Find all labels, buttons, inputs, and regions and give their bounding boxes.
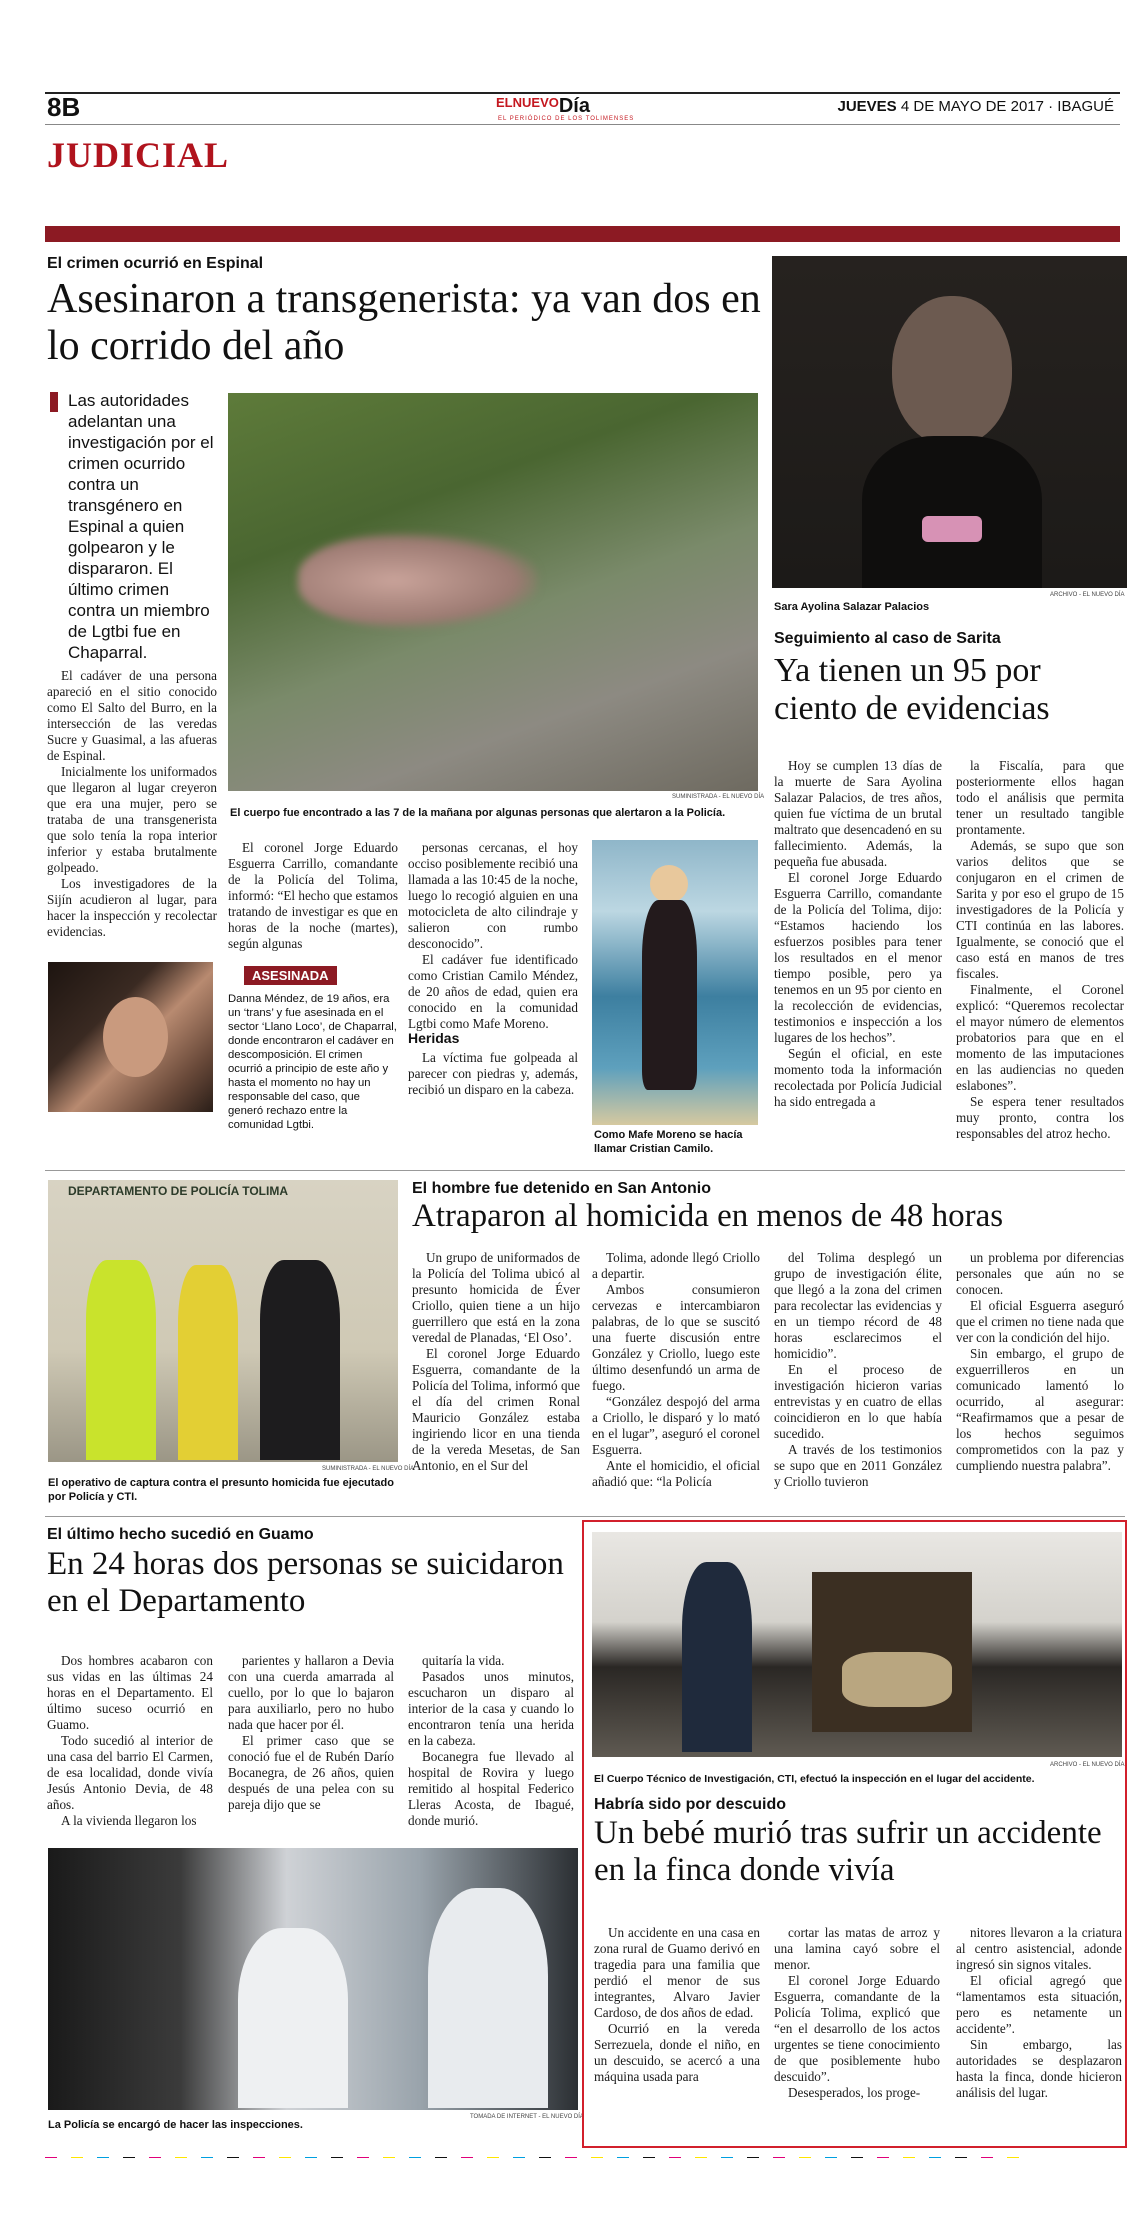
officer-vest xyxy=(86,1260,156,1460)
newspaper-logo: $^{ELNUEVO}$Día xyxy=(496,95,590,117)
police-banner-text: DEPARTAMENTO DE POLICÍA TOLIMA xyxy=(68,1184,289,1198)
body-bag xyxy=(842,1652,952,1707)
cti-photo xyxy=(592,1532,1122,1757)
photo-credit: SUMINISTRADA - EL NUEVO DÍA xyxy=(672,794,765,800)
article1-headline[interactable]: Asesinaron a transgenerista: ya van dos en lo corrido del año xyxy=(47,276,761,370)
article3-column-4: un problema por diferencias personales que aún no se conocen. El oficial Esguerra aseguró que el crimen no tiene nada que ver con la condición del hijo. Sin embargo, el grupo de exguerrilleros en un comunicado lamentó lo ocurrido, al asegurar: “Reafirmamos que a pesar de los hechos seguimos comprometidos con la paz y cumpliendo nuestra palabra”. xyxy=(956,1250,1124,1473)
article4-column-3: quitaría la vida. Pasados unos minutos, escucharon un disparo al interior de la casa y cuando lo encontraron tenía una herida en la cabeza. Bocanegra fue llevado al hospital de Rovira y luego remitido al hospital Federico Lleras Acosta, de Ibagué, donde murió. xyxy=(408,1653,574,1828)
article1-column-2: El coronel Jorge Eduardo Esguerra Carrillo, comandante de la Policía del Tolima, informó: “El hecho que estamos tratando de investigar es que en horas de la noche (martes), según algunas xyxy=(228,840,398,951)
asesinada-box-text: Danna Méndez, de 19 años, era un ‘trans’ y fue asesinada en el sector ‘Llano Loco’, de Chaparral, donde encontraron el cadáver en descomposición. El crimen ocurrió a principio de este año y hasta el momento no hay un responsable del caso, que generó rechazo entre la comunidad Lgtbi. xyxy=(228,993,397,1131)
crime-scene-photo xyxy=(228,393,758,791)
logo-tagline: EL PERIÓDICO DE LOS TOLIMENSES xyxy=(498,116,635,122)
cti-agent-1 xyxy=(682,1562,752,1752)
article5-column-2: cortar las matas de arroz y una lamina cayó sobre el menor. El coronel Jorge Eduardo Esguerra, comandante de la Policía Tolima, explicó que “en el desarrollo de los actos urgentes se tiene conocimiento de que posiblemente hubo descuido”. Desesperados, los proge- xyxy=(774,1925,940,2100)
mafe-caption: Como Mafe Moreno se hacía llamar Cristian Camilo. xyxy=(594,1129,743,1155)
article4-headline[interactable]: En 24 horas dos personas se suicidaron en el Departamento xyxy=(47,1546,564,1620)
article3-column-3: del Tolima desplegó un grupo de investigación élite, que llegó a la zona del crimen para recolectar las evidencias y en un tiempo récord de 48 horas esclarecimos el homicidio”. En el proceso de investigación hicieron varias entrevistas y en cuatro de ellas coincidieron en lo que había sucedido. A través de los testimonios se supo que en 2011 González y Criollo tuvieron xyxy=(774,1250,942,1489)
inspection-photo-credit: TOMADA DE INTERNET - EL NUEVO DÍA xyxy=(470,2114,584,2120)
article1-column-3: personas cercanas, el hoy occiso posiblemente recibió una llamada a las 10:45 de la noche, luego lo recogió alguien en una motocicleta de alto cilindraje y salieron con rumbo desconocido”. El cadáver fue identificado como Cristian Camilo Méndez, de 20 años de edad, quien era conocido en la comunidad Lgtbi como Mafe Moreno. xyxy=(408,840,578,1031)
article2-kicker: Seguimiento al caso de Sarita xyxy=(774,630,1001,647)
article5-kicker: Habría sido por descuido xyxy=(594,1796,787,1813)
inspection-photo-caption: La Policía se encargó de hacer las inspecciones. xyxy=(48,2119,303,2131)
article1-column-1: El cadáver de una persona apareció en el sitio conocido como El Salto del Burro, en la intersección de las veredas Sucre y Guasimal, a las afueras de Espinal. Inicialmente los uniformados que llegaron al lugar creyeron que era una mujer, pero se trataba de una transgenerista que solo tenía la ropa interior inferior y estaba brutalmente golpeado. Los investigadores de la Sijín acudieron al lugar, para hacer la inspección y recolectar evidencias. xyxy=(47,668,217,939)
divider-2 xyxy=(45,1516,1125,1517)
child-body xyxy=(862,436,1042,588)
asesinada-label: ASESINADA xyxy=(244,966,337,985)
article4-kicker: El último hecho sucedió en Guamo xyxy=(47,1526,314,1543)
heridas-subhead: Heridas xyxy=(408,1030,460,1046)
pink-bow xyxy=(922,516,982,542)
inspection-photo xyxy=(48,1848,578,2110)
dateline: JUEVES 4 DE MAYO DE 2017 · IBAGUÉ xyxy=(837,98,1114,115)
cti-photo-caption: El Cuerpo Técnico de Investigación, CTI, efectuó la inspección en el lugar del accidente. xyxy=(594,1773,1035,1785)
head-shape xyxy=(650,865,688,903)
lead-marker xyxy=(50,392,58,412)
article4-column-1: Dos hombres acabaron con sus vidas en las últimas 24 horas en el Departamento. El último suceso ocurrió en Guamo. Todo sucedió al interior de una casa del barrio El Carmen, de esa localidad, donde vivía Jesús Antonio Devia, de 48 años. A la vivienda llegaron los xyxy=(47,1653,213,1828)
article1-lead: Las autoridades adelantan una investigación por el crimen ocurrido contra un transgénero en Espinal a quien golpearon y le dispararon. El último crimen contra un miembro de Lgtbi fue en Chaparral. xyxy=(68,391,214,662)
article2-headline[interactable]: Ya tienen un 95 por ciento de evidencias xyxy=(774,652,1050,728)
article2-column-2: la Fiscalía, para que posteriormente ellos hagan todo el análisis que permita tener un resultado tangible prontamente. Además, se supo que son varios delitos que se conjugaron en el crimen de Sarita y por eso el grupo de 15 investigadores de la Policía y CTI continúa en las labores. Igualmente, se conoció que el caso está en manos de tres fiscales. Finalmente, el Coronel explicó: “Queremos recolectar el mayor número de elementos probatorios para que en el momento de las imputaciones en las audiencias no queden eslabones”. Se espera tener resultados muy pronto, contra los responsables del atroz hecho. xyxy=(956,758,1124,1141)
cti-photo-credit: ARCHIVO - EL NUEVO DÍA xyxy=(1050,1762,1125,1768)
photo-caption: El cuerpo fue encontrado a las 7 de la mañana por algunas personas que alertaron a la Policía. xyxy=(230,807,726,819)
article1-column-3b: La víctima fue golpeada al parecer con piedras y, además, recibió un disparo en la cabeza. xyxy=(408,1050,578,1097)
article3-column-2: Tolima, adonde llegó Criollo a departir. Ambos consumieron cervezas e intercambiaron palabras, de lo que se suscitó una fuerte discusión entre González y Criollo, luego este último desenfundó un arma de fuego. “González despojó del arma a Criollo, le disparó y lo mató en el lugar”, aseguró el coronel Esguerra. Ante el homicidio, el oficial añadió que: “la Policía xyxy=(592,1250,760,1489)
detainee-shirt xyxy=(178,1265,238,1460)
article2-column-1: Hoy se cumplen 13 días de la muerte de Sara Ayolina Salazar Palacios, de tres años, quien fue víctima de un brutal maltrato que desencadenó en su fallecimiento. Además, la pequeña fue abusada. El coronel Jorge Eduardo Esguerra Carrillo, comandante de la Policía del Tolima, dijo: “Estamos haciendo los esfuerzos posibles para tener los resultados en el menor tiempo posible, pero ya tenemos en un 95 por ciento en la recolección de evidencias, testimonios e inspección a los lugares de los hechos”. Según el oficial, en este momento toda la información recolectada por Policía Judicial ha sido entregada a xyxy=(774,758,942,1109)
article5-column-1: Un accidente en una casa en zona rural de Guamo derivó en tragedia para una familia que perdió el menor de sus integrantes, Alvaro Javier Cardoso, de dos años de edad. Ocurrió en la vereda Serrezuela, donde el niño, en un descuido, se acercó a una máquina usada para xyxy=(594,1925,760,2084)
child-face xyxy=(892,296,1012,446)
face-shape xyxy=(103,997,168,1077)
section-title: JUDICIAL xyxy=(47,135,230,175)
article5-column-3: nitores llevaron a la criatura al centro asistencial, adonde ingresó sin signos vitales. El oficial agregó que “lamentamos esta situación, pero es netamente un accidente”. Sin embargo, las autoridades se desplazaron hasta la finca, donde hicieron análisis del lugar. xyxy=(956,1925,1122,2100)
page-number: 8B xyxy=(47,92,81,122)
article4-column-2: parientes y hallaron a Devia con una cuerda amarrada al cuello, por lo que lo bajaron para auxiliarlo, pero no hubo nada que hacer por él. El primer caso que se conoció fue el de Rubén Darío Bocanegra, de 26 años, quien después de una pelea con su pareja dijo que se xyxy=(228,1653,394,1812)
print-color-bar xyxy=(45,2150,1125,2158)
article3-headline[interactable]: Atraparon al homicida en menos de 48 horas xyxy=(412,1198,1004,1234)
victim-portrait-photo xyxy=(48,962,213,1112)
article1-kicker: El crimen ocurrió en Espinal xyxy=(47,255,264,272)
article5-headline[interactable]: Un bebé murió tras sufrir un accidente en la finca donde vivía xyxy=(594,1815,1102,1889)
sara-photo-credit: ARCHIVO - EL NUEVO DÍA xyxy=(1050,592,1125,598)
capture-photo-caption: El operativo de captura contra el presunto homicida fue ejecutado por Policía y CTI. xyxy=(48,1477,394,1503)
sara-photo-caption: Sara Ayolina Salazar Palacios xyxy=(774,601,930,613)
capture-photo xyxy=(48,1180,398,1462)
blurred-body xyxy=(298,533,538,628)
article3-kicker: El hombre fue detenido en San Antonio xyxy=(412,1180,711,1197)
sara-photo xyxy=(772,256,1127,588)
forensic-suit-2 xyxy=(428,1888,548,2108)
forensic-suit-1 xyxy=(238,1928,348,2108)
section-divider xyxy=(45,226,1120,242)
article3-column-1: Un grupo de uniformados de la Policía del Tolima ubicó al presunto homicida de Éver Criollo, quien tiene a un hijo guerrillero que está en la zona veredal de Planadas, ‘El Oso’. El coronel Jorge Eduardo Esguerra, comandante de la Policía del Tolima, informó que el día del crimen Ronal Mauricio González estaba ingiriendo licor en una tienda de la vereda Mesetas, de San Antonio, en el Sur del xyxy=(412,1250,580,1473)
agent-jacket xyxy=(260,1260,340,1460)
divider-1 xyxy=(45,1170,1125,1171)
figure-shape xyxy=(642,900,697,1090)
mafe-moreno-photo xyxy=(592,840,758,1125)
capture-photo-credit: SUMINISTRADA - EL NUEVO DÍA xyxy=(322,1466,415,1472)
